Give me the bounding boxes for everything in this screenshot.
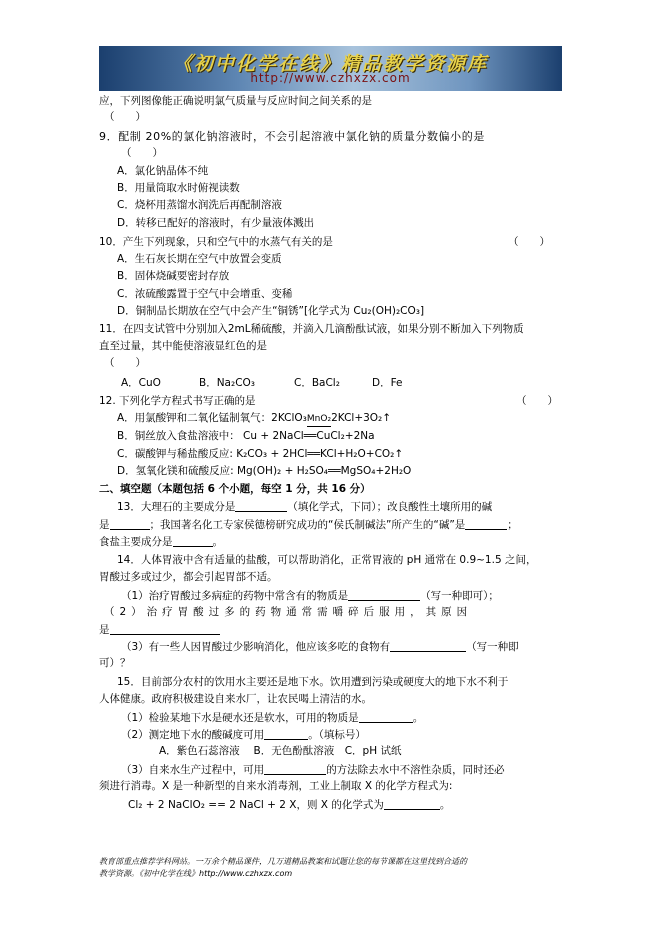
section-2-title: 二、填空题（本题包括 6 个小题，每空 1 分，共 16 分） bbox=[99, 483, 371, 495]
footer-line-1: 教育部重点推荐学科网站。一万余个精品课件，几万道精品教案和试题让您的每节课都在这里找到合适的 bbox=[99, 857, 467, 866]
q9-option-b: B．用量筒取水时俯视读数 bbox=[117, 182, 240, 194]
q12-option-a-text: A．用氯酸钾和二氧化锰制氧气：2KClO₃ bbox=[117, 412, 307, 424]
q9-option-c: C．烧杯用蒸馏水润洗后再配制溶液 bbox=[117, 199, 282, 211]
q15-equation bbox=[128, 798, 450, 812]
q15-sub-2 bbox=[121, 728, 366, 742]
q14-blank-2[interactable] bbox=[110, 623, 220, 635]
q15-equation-text: Cl₂ + 2 NaClO₂ == 2 NaCl + 2 X，则 X 的化学式为 bbox=[128, 799, 384, 811]
q9-stem: 9．配制 20%的氯化钠溶液时，不会引起溶液中氯化钠的质量分数偏小的是 bbox=[99, 130, 485, 143]
q15-blank-1[interactable] bbox=[359, 711, 413, 723]
q14-sub-3c: 可）？ bbox=[99, 657, 131, 669]
q13-blank-1[interactable] bbox=[235, 500, 287, 512]
q15-line-2: 人体健康。政府积极建设自来水厂，让农民喝上清洁的水。 bbox=[99, 693, 372, 705]
q13-text-2a: 是 bbox=[99, 519, 110, 531]
q13-text-3b: 。 bbox=[212, 536, 223, 548]
q11-option-b: B．Na₂CO₃ bbox=[199, 377, 256, 389]
q14-sub-3 bbox=[121, 640, 519, 654]
footer bbox=[99, 856, 569, 880]
q9-option-d: D．转移已配好的溶液时，有少量液体溅出 bbox=[117, 217, 315, 229]
q14-sub-2b bbox=[99, 623, 220, 637]
header-banner bbox=[99, 46, 562, 91]
q15-sub-3-text-b: 的方法除去水中不溶性杂质，同时还必 bbox=[326, 764, 505, 776]
q11-option-c: C．BaCl₂ bbox=[294, 377, 340, 389]
q15-blank-4[interactable] bbox=[384, 798, 440, 810]
q14-sub-1 bbox=[121, 589, 499, 603]
q15-equation-end: 。 bbox=[439, 799, 451, 811]
q12-option-a bbox=[117, 412, 391, 426]
q11-option-a: A．CuO bbox=[121, 377, 161, 389]
q15-sub-2-options: A．紫色石蕊溶液 B．无色酚酞溶液 C．pH 试纸 bbox=[159, 745, 402, 757]
q14-line-1: 14．人体胃液中含有适量的盐酸，可以帮助消化，正常胃液的 pH 通常在 0.9~1.5 之间， bbox=[117, 554, 537, 566]
q12-option-b: B．铜丝放入食盐溶液中： Cu + 2NaCl══CuCl₂+2Na bbox=[117, 430, 375, 442]
q15-sub-3-text: （3）自来水生产过程中，可用 bbox=[121, 764, 265, 776]
q12-option-d: D．氢氧化镁和硫酸反应: Mg(OH)₂ + H₂SO₄══MgSO₄+2H₂O bbox=[117, 465, 412, 477]
q9-paren: （ ） bbox=[121, 147, 163, 159]
q10-stem: 10．产生下列现象，只和空气中的水蒸气有关的是 bbox=[99, 236, 333, 248]
q10-option-a: A．生石灰长期在空气中放置会变质 bbox=[117, 253, 282, 265]
q12-paren: （ ） bbox=[516, 395, 558, 407]
q14-blank-3[interactable] bbox=[390, 640, 466, 652]
q15-line-1: 15．目前部分农村的饮用水主要还是地下水。饮用遭到污染或硬度大的地下水不利于 bbox=[117, 676, 509, 688]
q14-sub-2b-text: 是 bbox=[99, 624, 110, 636]
q10-option-b: B．固体烧碱要密封存放 bbox=[117, 270, 230, 282]
q13-text-3a: 食盐主要成分是 bbox=[99, 536, 173, 548]
q13-text-2c: ； bbox=[507, 519, 518, 531]
q13-text-1b: （填化学式，下同）；改良酸性土壤所用的碱 bbox=[287, 501, 493, 513]
q15-sub-3 bbox=[121, 763, 505, 777]
q15-sub-1-end: 。 bbox=[412, 712, 424, 724]
banner-url[interactable]: http://www.czhxzx.com bbox=[250, 71, 411, 85]
q8-tail: 应，下列图像能正确说明氯气质量与反应时间之间关系的是 bbox=[99, 95, 372, 107]
q13-line-3 bbox=[99, 535, 223, 549]
q14-sub-3-hint: （写一种即 bbox=[466, 641, 519, 653]
q15-sub-2-text: （2）测定地下水的酸碱度可用 bbox=[121, 729, 265, 741]
q13-blank-4[interactable] bbox=[173, 535, 213, 547]
q9-option-a: A．氯化钠晶体不纯 bbox=[117, 165, 209, 177]
q12-catalyst: MnO₂ bbox=[306, 414, 332, 424]
q12-option-a-products: 2KCl+3O₂↑ bbox=[331, 412, 392, 424]
q15-blank-2[interactable] bbox=[264, 728, 308, 740]
q13-line-1 bbox=[117, 500, 492, 514]
q11-stem-2: 直至过量，其中能使溶液显红色的是 bbox=[99, 340, 267, 352]
q15-sub-2-hint: 。（填标号） bbox=[308, 729, 366, 741]
q14-sub-2: （2）治疗胃酸过多的药物通常需嚼碎后服用，其原因 bbox=[104, 606, 473, 618]
q15-sub-1-text: （1）检验某地下水是硬水还是软水，可用的物质是 bbox=[121, 712, 359, 724]
footer-line-2[interactable]: 教学资源。《初中化学在线》http://www.czhxzx.com bbox=[99, 869, 293, 878]
q11-paren: （ ） bbox=[104, 357, 146, 369]
banner-title: 《初中化学在线》精品教学资源库 bbox=[172, 53, 488, 75]
q12-option-c: C．碳酸钾与稀盐酸反应: K₂CO₃ + 2HCl══KCl+H₂O+CO₂↑ bbox=[117, 448, 404, 460]
q14-line-2: 胃酸过多或过少，都会引起胃部不适。 bbox=[99, 571, 278, 583]
q13-line-2 bbox=[99, 518, 518, 532]
q11-stem-1: 11．在四支试管中分别加入2mL稀硫酸，并滴入几滴酚酞试液，如果分别不断加入下列物质 bbox=[99, 323, 524, 335]
q15-blank-3[interactable] bbox=[264, 763, 326, 775]
q14-sub-1-hint: （写一种即可）； bbox=[420, 590, 499, 602]
q14-sub-3-text: （3）有一些人因胃酸过少影响消化，他应该多吃的食物有 bbox=[121, 641, 391, 653]
q13-blank-2[interactable] bbox=[110, 518, 150, 530]
q13-text-2b: ；我国著名化工专家侯德榜研究成功的“侯氏制碱法”所产生的“碱”是 bbox=[149, 519, 466, 531]
q10-option-c: C．浓硫酸露置于空气中会增重、变稀 bbox=[117, 288, 293, 300]
q11-option-d: D．Fe bbox=[372, 377, 403, 389]
q14-blank-1[interactable] bbox=[348, 589, 420, 601]
q15-sub-3c: 须进行消毒。X 是一种新型的自来水消毒剂，工业上制取 X 的化学方程式为: bbox=[99, 780, 453, 792]
q13-text-1a: 13．大理石的主要成分是 bbox=[117, 501, 236, 513]
q10-paren: （ ） bbox=[508, 236, 550, 248]
q13-blank-3[interactable] bbox=[465, 518, 507, 530]
q8-paren: （ ） bbox=[104, 111, 146, 123]
q12-stem: 12. 下列化学方程式书写正确的是 bbox=[99, 395, 256, 407]
q14-sub-1-text: （1）治疗胃酸过多病症的药物中常含有的物质是 bbox=[121, 590, 349, 602]
q10-option-d: D．铜制品长期放在空气中会产生“铜锈”[化学式为 Cu₂(OH)₂CO₃] bbox=[117, 305, 425, 317]
q15-sub-1 bbox=[121, 711, 423, 725]
